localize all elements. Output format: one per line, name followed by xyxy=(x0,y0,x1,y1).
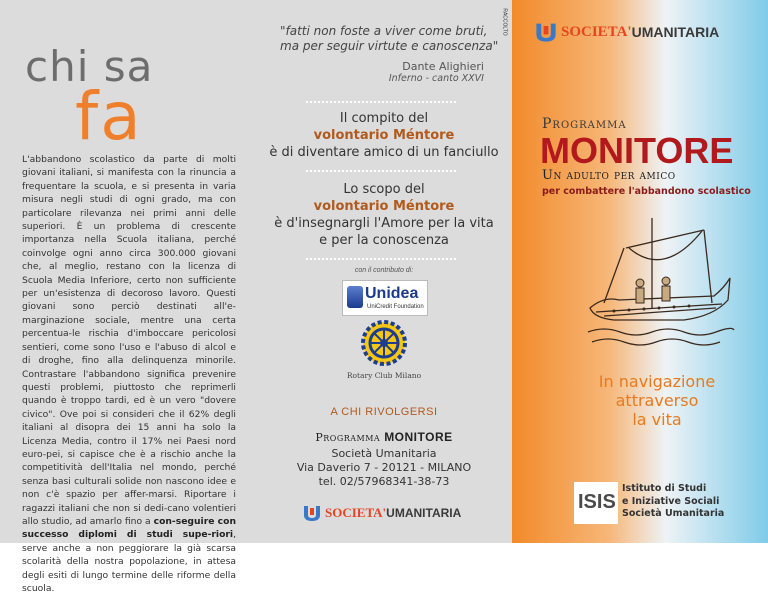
umanitaria-logo-icon xyxy=(302,503,322,523)
dotted-divider xyxy=(306,258,456,260)
intro-paragraph xyxy=(22,153,236,595)
paragraph-bold: con-seguire con successo diplomi di studi supe-riori xyxy=(22,515,236,541)
logo-part2: UMANITARIA xyxy=(631,24,720,40)
umanitaria-logo-icon xyxy=(534,20,558,44)
isis-line1: Istituto di Studi xyxy=(622,483,707,494)
block2-line1: Lo scopo del xyxy=(343,182,425,197)
quote-line-2: ma per seguir virtute e canoscenza" xyxy=(280,39,499,53)
tagline: per combattere l'abbandono scolastico xyxy=(542,186,751,197)
isis-abbr: ISIS xyxy=(578,491,616,513)
unidea-subtitle: UniCredit Foundation xyxy=(367,304,424,310)
program-name: MONITORE xyxy=(384,430,453,444)
block2-line4: e per la conoscenza xyxy=(319,233,449,248)
contribution-label: con il contributo di: xyxy=(354,267,414,274)
isis-line2: e Iniziative Sociali xyxy=(622,495,720,507)
middle-panel xyxy=(256,0,512,543)
author-name: Dante Alighieri xyxy=(402,60,484,73)
program-prefix: Programma xyxy=(315,431,381,444)
contact-info xyxy=(256,447,512,489)
title-fa: fa xyxy=(75,78,143,155)
dante-quote xyxy=(280,24,500,54)
quote-author xyxy=(389,60,484,84)
org-name: Società Umanitaria xyxy=(331,447,437,460)
programma-label: Programma xyxy=(542,116,627,132)
monitore-title: MONITORE xyxy=(540,130,734,171)
isis-text xyxy=(622,483,724,521)
vertical-tag-text: RACCOLTO xyxy=(501,8,508,36)
program-title xyxy=(256,430,512,444)
isis-logo xyxy=(574,482,734,524)
phone: tel. 02/57968341-38-73 xyxy=(318,475,450,488)
header-logo xyxy=(534,20,719,44)
dotted-divider xyxy=(306,170,456,172)
isis-line3: Società Umanitaria xyxy=(622,508,725,519)
dotted-divider xyxy=(306,101,456,103)
ship-illustration xyxy=(584,208,734,358)
nav-line2: attraverso xyxy=(615,391,699,410)
left-panel xyxy=(0,0,256,594)
nav-line3: la vita xyxy=(632,410,682,429)
contact-heading: A CHI RIVOLGERSI xyxy=(330,406,438,418)
isis-box xyxy=(574,482,618,524)
mentor-goal-block xyxy=(256,181,512,249)
subtitle: Un adulto per amico xyxy=(542,168,676,183)
address: Via Daverio 7 - 20121 - MILANO xyxy=(296,461,472,474)
block1-line3: è di diventare amico di un fanciullo xyxy=(269,145,499,160)
paragraph-main: L'abbandono scolastico da parte di molti giovani italiani, si manifesta con la rinuncia a frequentare la scuola, e si presenta in varia misura negli studi di ogni grado, ma con particolare rilevanza nei primi anni delle superiori. È un problema di crescente importanza nella Scuola italiana, perché coinvolge ogni anno circa 300.000 giovani che, al meglio, restano con la licenza di Scuola Media Inferiore, certo non sufficiente per un'esistenza di decoroso lavoro. Questi giovani sono perciò destinati all'e-marginazione sociale, mentre una certa percentua-le rischia d'imboccare pericolosi sentieri, come sono l'uso e l'abuso di alcol e di droghe, fino alla delinquenza minorile. Contrastare l'abbandono significa prevenire questi problemi, piuttosto che reprimerli quando è troppo tardi, ed è un vero "dovere civico". Ove poi si consideri che il 62% degli italiani al disopra dei 15 anni ha solo la Licenza Media, contro il 17% nei Paesi nord euro-pei, si capisce che è a rischio anche la competitività dell'Italia nel mondo, perché senza basi culturali solide non nascono idee e non c'è spazio per affer-marsi. Riportare i ragazzi italiani che non si dedi-cano volentieri allo studio, ad amarlo fino a xyxy=(22,154,236,527)
logo-part1: SOCIETA' xyxy=(325,505,387,520)
unidea-mark-icon xyxy=(347,286,363,308)
mentor-task-block xyxy=(256,110,512,161)
unidea-logo xyxy=(342,280,428,316)
logo-part1: SOCIETA' xyxy=(561,23,632,40)
navigation-slogan xyxy=(572,372,742,429)
quote-line-1: "fatti non foste a viver come bruti, xyxy=(280,24,488,38)
block2-bold: volontario Méntore xyxy=(313,199,455,214)
logo-part2: UMANITARIA xyxy=(386,506,462,520)
nav-line1: In navigazione xyxy=(598,372,716,391)
author-source: Inferno - canto XXVI xyxy=(388,73,484,84)
unidea-name: Unidea xyxy=(365,285,419,302)
title-chi-sa: chi sa xyxy=(25,42,154,91)
footer-logo xyxy=(302,500,472,526)
rotary-wheel-icon xyxy=(361,320,407,366)
block1-bold: volontario Méntore xyxy=(313,128,455,143)
rotary-label: Rotary Club Milano xyxy=(346,371,422,380)
paragraph-end: , serve anche a non peggiorare la già scarsa scolarità della nostra popolazione, in attesa degli esiti di lungo termine delle riforme della scuola. xyxy=(22,529,236,594)
block1-line1: Il compito del xyxy=(339,111,429,126)
vertical-tag xyxy=(503,5,511,45)
block2-line3: è d'insegnargli l'Amore per la vita xyxy=(274,216,494,231)
right-panel xyxy=(512,0,768,543)
